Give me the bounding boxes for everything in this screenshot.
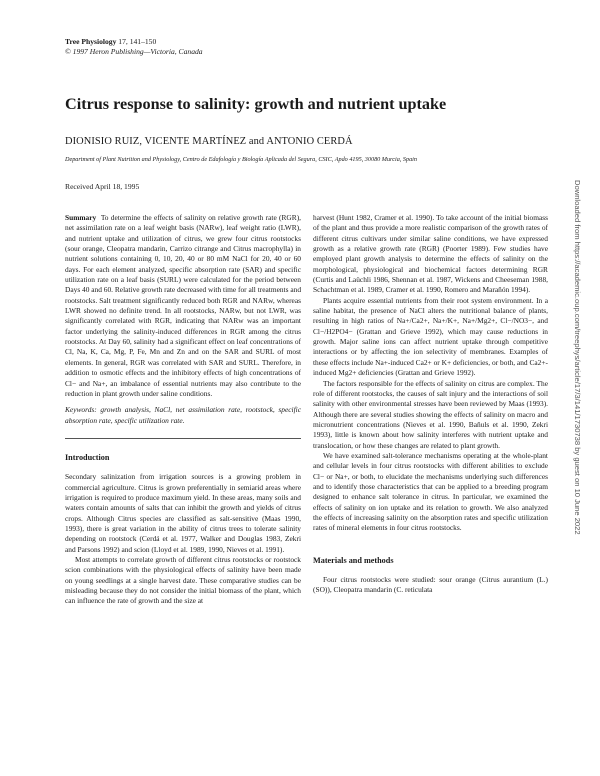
intro-paragraph-4: Plants acquire essential nutrients from their root system environment. In a saline habitat, the presence of NaCl alters the nutritional balance of plants, resulting in high ratios of Na+/Ca2+, Na+/K+, Na+/Mg2+, Cl−/NO3−, and Cl−/H2PO4− (Grattan and Grieve 1992), which may cause reductions in growth. Major saline ions can affect nutrient uptake through competitive interactions or by affecting the ion selectivity of membranes. Examples of these effects include Na+-induced Ca2+ or K+ deficiencies, or both, and Ca2+-induced Mg2+ deficiencies (Grattan and Grieve 1992). bbox=[313, 295, 548, 378]
intro-paragraph-5: The factors responsible for the effects of salinity on citrus are complex. The role of different rootstocks, the causes of salt injury and the interactions of soil salinity with other environmental stresses have been reviewed by Maas (1993). Although there are several studies showing the effects of salinity on macro and micronutrient concentrations (Nieves et al. 1990, Bañuls et al. 1990, Zekri 1993), little is known about how salinity interferes with nutrient uptake and translocation, or how these changes are related to plant growth. bbox=[313, 378, 548, 450]
paper-title: Citrus response to salinity: growth and nutrient uptake bbox=[65, 95, 447, 113]
download-watermark bbox=[573, 180, 585, 740]
author-list: DIONISIO RUIZ, VICENTE MARTÍNEZ and ANTONIO CERDÁ bbox=[65, 136, 353, 147]
section-divider bbox=[65, 438, 301, 439]
affiliation: Department of Plant Nutrition and Physiology, Centro de Edafología y Biología Aplicada del Segura, CSIC, Apdo 4195, 30080 Murcia, Spain bbox=[65, 156, 417, 163]
journal-name: Tree Physiology bbox=[65, 37, 117, 46]
journal-volume: 17, 141–150 bbox=[116, 37, 157, 46]
download-note: Downloaded from https://academic.oup.com/treephys/article/17/3/141/1730738 by guest on 10 June 2022 bbox=[573, 180, 582, 535]
introduction-heading: Introduction bbox=[65, 452, 110, 462]
methods-paragraph-1: Four citrus rootstocks were studied: sour orange (Citrus aurantium (L.) (SO)), Cleopatra mandarin (C. reticulata bbox=[313, 575, 548, 595]
received-date: Received April 18, 1995 bbox=[65, 182, 140, 191]
intro-paragraph-3: harvest (Hunt 1982, Cramer et al. 1990). To take account of the initial biomass of the plant and thus provide a more realistic comparison of the growth rates of different citrus cultivars under similar saline conditions, we have expressed growth as a relative growth rate (RGR) (Poorter 1989). Few studies have employed plant growth analysis to determine the effects of salinity on the morphological, physiological and biochemical factors determining RGR (Curtis and Laüchli 1986, Shennan et al. 1987, Wickens and Cheeseman 1988, Schachtman et al. 1989, Cramer et al. 1990, Romero and Marañón 1994). bbox=[313, 213, 548, 295]
journal-header bbox=[65, 37, 203, 57]
abstract bbox=[65, 213, 301, 399]
methods-heading: Materials and methods bbox=[313, 555, 394, 565]
abstract-label: Summary bbox=[65, 213, 97, 222]
intro-paragraph-2: Most attempts to correlate growth of different citrus rootstocks or rootstock scion combinations with the physiological effects of salinity have been made on young seedlings at a single harvest date. These comparative studies can be misleading because they do not consider the initial biomass of the plant, which can influence the rate of growth and the size at bbox=[65, 554, 301, 606]
right-column bbox=[313, 213, 548, 596]
left-column bbox=[65, 213, 301, 607]
keywords: Keywords: growth analysis, NaCl, net assimilation rate, rootstock, specific absorption rate, specific utilization rate. bbox=[65, 405, 301, 425]
copyright-line: © 1997 Heron Publishing—Victoria, Canada bbox=[65, 47, 203, 56]
intro-paragraph-6: We have examined salt-tolerance mechanisms operating at the whole-plant and cellular levels in four citrus rootstocks with different abilities to exclude Cl− or Na+, or both, to elucidate the mechanisms underlying such differences and to identify those characteristics that can be applied to a breeding program designed to enhance salt tolerance in citrus. In particular, we examined the effects of salinity on ion uptake and its relation to growth. We also analyzed the effects of increasing salinity on the absorption rates and specific utilization rates of mineral elements in four citrus rootstocks. bbox=[313, 450, 548, 533]
intro-paragraph-1: Secondary salinization from irrigation sources is a growing problem in commercial agriculture. Citrus is grown preferentially in semiarid areas where irrigation is required to produce maximum yield. In these areas, many soils and waters contain amounts of salts that can inhibit the growth and yields of citrus crops. Although Citrus species are classified as salt-sensitive (Maas 1990, 1993), there is great variation in the ability of citrus trees to tolerate salinity depending on rootstock (Cerdá et al. 1977, Walker and Douglas 1983, Zekri and Parsons 1992) and scion (Lloyd et al. 1989, 1990, Nieves et al. 1991). bbox=[65, 472, 301, 554]
abstract-text: To determine the effects of salinity on relative growth rate (RGR), net assimilation rate on a leaf weight basis (NARw), leaf weight ratio (LWR), and nutrient uptake and utilization of citrus, we grew four citrus rootstocks (sour orange, Cleopatra mandarin, Carrizo citrange and Citrus macrophylla) in nutrient solutions containing 0, 10, 20, 40 or 80 mM NaCl for 20, 40 or 60 days. For each element analyzed, specific absorption rate (SAR) and specific utilization rate on a leaf basis (SURL) were calculated for the period between Days 40 and 60. Relative growth rate decreased with time for all treatments and rootstocks. Salt treatment significantly reduced both RGR and NARw, whereas LWR showed no definite trend. In all rootstocks, NARw, but not LWR, was significantly correlated with RGR, indicating that NARw was an important factor underlying the salinity-induced differences in RGR among the citrus rootstocks. At Day 60, salinity had a significant effect on leaf concentrations of Cl, Na, K, Ca, Mg, P, Fe, Mn and Zn and on the SAR and SURL of most elements. In general, RGR was correlated with SAR and SURL. Therefore, in addition to osmotic effects and the inhibitory effects of high concentrations of Cl− and Na+, an imbalance of essential nutrients may also contribute to the reduction in plant growth under saline conditions. bbox=[65, 213, 302, 398]
